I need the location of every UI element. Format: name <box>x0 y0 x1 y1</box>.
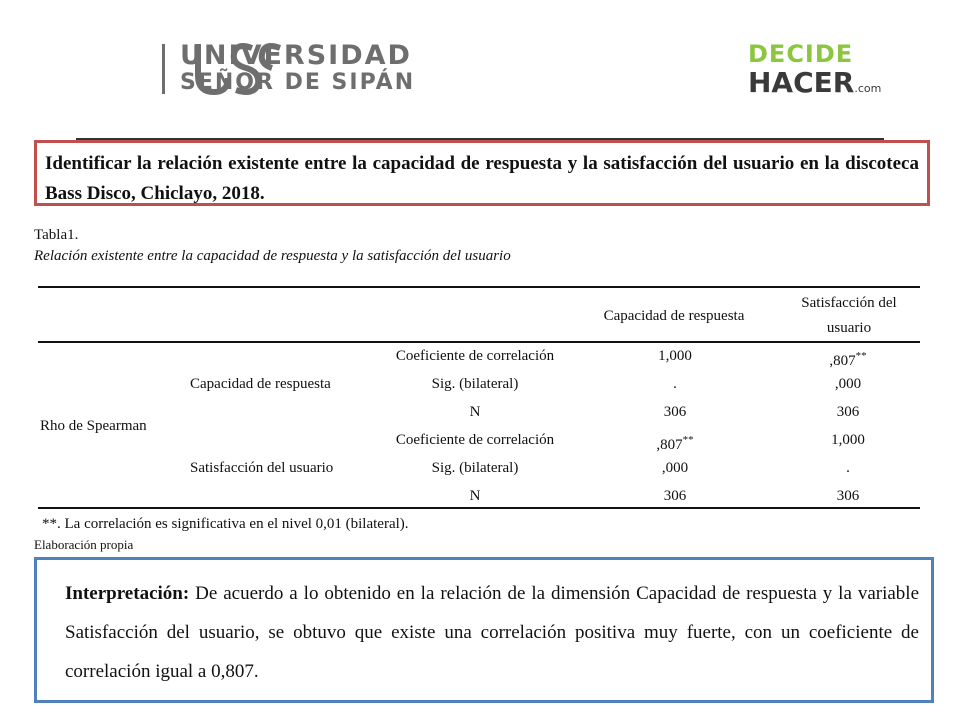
stat-label: N <box>469 488 481 504</box>
objective-box <box>34 140 930 206</box>
university-name-line2: SEÑOR DE SIPÁN <box>180 70 416 95</box>
col-header-satisfaccion-2: usuario <box>826 320 872 336</box>
table-cell: ,000 <box>834 376 862 392</box>
hacer-logo-text: HACER.com <box>748 66 882 99</box>
table-cell: ,000 <box>661 460 689 476</box>
table-top-rule <box>38 286 920 288</box>
col-header-satisfaccion-1: Satisfacción del <box>801 295 897 311</box>
row-group-label: Rho de Spearman <box>40 418 147 434</box>
stat-label: Sig. (bilateral) <box>431 376 519 392</box>
stat-label: Coeficiente de correlación <box>395 432 555 448</box>
objective-text: Identificar la relación existente entre la capacidad de respuesta y la satisfacción del usuario en la discoteca Bass Disco, Chiclayo, 2018. <box>45 153 919 204</box>
university-name-line1: UNIVERSIDAD <box>180 40 412 71</box>
table-cell: . <box>673 376 677 392</box>
interpretation-text <box>65 574 919 691</box>
row-var-satisfaccion: Satisfacción del usuario <box>190 460 334 476</box>
table-footnote: **. La correlación es significativa en el nivel 0,01 (bilateral). <box>42 516 409 532</box>
row-var-capacidad: Capacidad de respuesta <box>190 376 331 392</box>
table-cell: 1,000 <box>658 348 692 364</box>
logo-separator <box>162 44 165 94</box>
interpretation-label: Interpretación: <box>65 583 190 604</box>
table-cell: 306 <box>663 488 687 504</box>
table-cell: 306 <box>836 488 860 504</box>
table-subtitle: Relación existente entre la capacidad de respuesta y la satisfacción del usuario <box>34 248 511 264</box>
table-cell: ,807** <box>829 350 867 369</box>
table-cell: 306 <box>663 404 687 420</box>
table-source: Elaboración propia <box>34 537 134 552</box>
decide-logo-text: DECIDE <box>748 40 854 68</box>
col-header-capacidad: Capacidad de respuesta <box>603 308 745 324</box>
table-bottom-rule <box>38 507 920 509</box>
stat-label: Sig. (bilateral) <box>431 460 519 476</box>
table-cell: ,807** <box>656 434 694 453</box>
table-title: Tabla1. <box>34 227 79 243</box>
interpretation-box <box>34 557 934 703</box>
stat-label: Coeficiente de correlación <box>395 348 555 364</box>
table-header-rule <box>38 341 920 343</box>
stat-label: N <box>469 404 481 420</box>
table-cell: . <box>846 460 850 476</box>
table-cell: 306 <box>836 404 860 420</box>
table-cell: 1,000 <box>831 432 865 448</box>
interpretation-body: De acuerdo a lo obtenido en la relación de la dimensión Capacidad de respuesta y la variable Satisfacción del usuario, se obtuvo que existe una correlación positiva muy fuerte, con un coeficiente de correlación igual a 0,807. <box>65 583 919 682</box>
